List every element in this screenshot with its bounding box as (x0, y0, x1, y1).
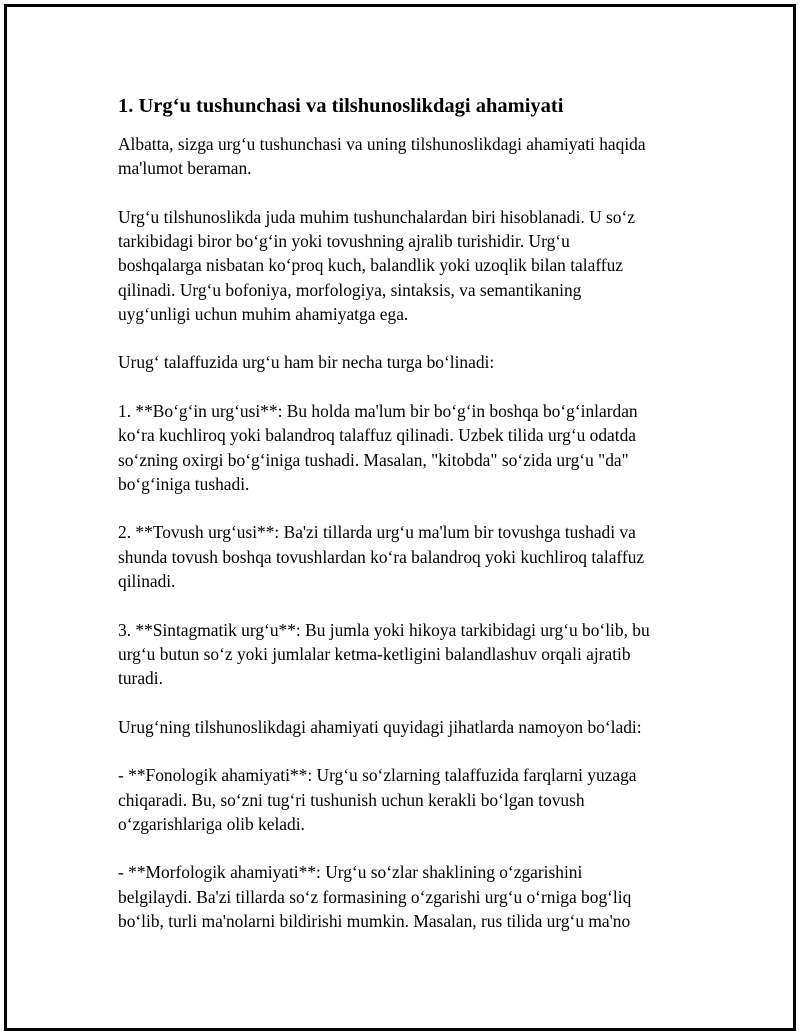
document-body (118, 92, 688, 958)
paragraph-line: turadi. (118, 667, 163, 688)
paragraph-line: qilinadi. (118, 570, 176, 591)
paragraph-line: ma'lumot beraman. (118, 158, 252, 179)
paragraph (118, 399, 688, 496)
paragraph (118, 860, 688, 933)
paragraph (118, 763, 688, 836)
paragraph (118, 618, 688, 691)
paragraph-line: ko‘ra kuchliroq yoki balandroq talaffuz qilinadi. Uzbek tilida urg‘u odatda (118, 425, 637, 446)
paragraph (118, 132, 688, 180)
paragraph (118, 205, 688, 326)
paragraph-list (118, 132, 688, 933)
paragraph-line: - **Fonologik ahamiyati**: Urg‘u so‘zlarning talaffuzida farqlarni yuzaga (118, 765, 637, 786)
paragraph-line: 3. **Sintagmatik urg‘u**: Bu jumla yoki hikoya tarkibidagi urg‘u bo‘lib, bu (118, 619, 650, 640)
paragraph (118, 350, 688, 374)
paragraph-line: qilinadi. Urg‘u bofoniya, morfologiya, sintaksis, va semantikaning (118, 279, 582, 300)
paragraph-line: uyg‘unligi uchun muhim ahamiyatga ega. (118, 303, 409, 324)
paragraph-line: Albatta, sizga urg‘u tushunchasi va uning tilshunoslikdagi ahamiyati haqida (118, 134, 646, 154)
paragraph-line: - **Morfologik ahamiyati**: Urg‘u so‘zlar shaklining o‘zgarishini (118, 862, 583, 883)
paragraph-line: 1. **Bo‘g‘in urg‘usi**: Bu holda ma'lum bir bo‘g‘in boshqa bo‘g‘inlardan (118, 401, 638, 422)
paragraph-line: shunda tovush boshqa tovushlardan ko‘ra balandroq yoki kuchliroq talaffuz (118, 546, 645, 567)
paragraph-line: Urug‘ talaffuzida urg‘u ham bir necha turga bo‘linadi: (118, 352, 495, 373)
paragraph (118, 520, 688, 593)
paragraph (118, 715, 688, 739)
paragraph-line: bo‘g‘iniga tushadi. (118, 473, 250, 494)
section-heading: 1. Urg‘u tushunchasi va tilshunoslikdagi ahamiyati (118, 95, 564, 117)
paragraph-line: Urg‘u tilshunoslikda juda muhim tushunchalardan biri hisoblanadi. U so‘z (118, 206, 635, 227)
paragraph-line: chiqaradi. Bu, so‘zni tug‘ri tushunish uchun kerakli bo‘lgan tovush (118, 789, 585, 810)
paragraph-line: o‘zgarishlariga olib keladi. (118, 813, 305, 834)
paragraph-line: boshqalarga nisbatan ko‘proq kuch, balandlik yoki uzoqlik bilan talaffuz (118, 255, 624, 276)
paragraph-line: belgilaydi. Ba'zi tillarda so‘z formasining o‘zgarishi urg‘u o‘rniga bog‘liq (118, 886, 632, 907)
paragraph-line: so‘zning oxirgi bo‘g‘iniga tushadi. Masalan, "kitobda" so‘zida urg‘u "da" (118, 449, 629, 470)
paragraph-line: Urug‘ning tilshunoslikdagi ahamiyati quyidagi jihatlarda namoyon bo‘ladi: (118, 716, 642, 737)
paragraph-line: bo‘lib, turli ma'nolarni bildirishi mumkin. Masalan, rus tilida urg‘u ma'no (118, 910, 631, 931)
paragraph-line: tarkibidagi biror bo‘g‘in yoki tovushning ajralib turishidir. Urg‘u (118, 231, 570, 252)
paragraph-line: urg‘u butun so‘z yoki jumlalar ketma-ketligini balandlashuv orqali ajratib (118, 643, 631, 664)
paragraph-line: 2. **Tovush urg‘usi**: Ba'zi tillarda urg‘u ma'lum bir tovushga tushadi va (118, 522, 636, 543)
